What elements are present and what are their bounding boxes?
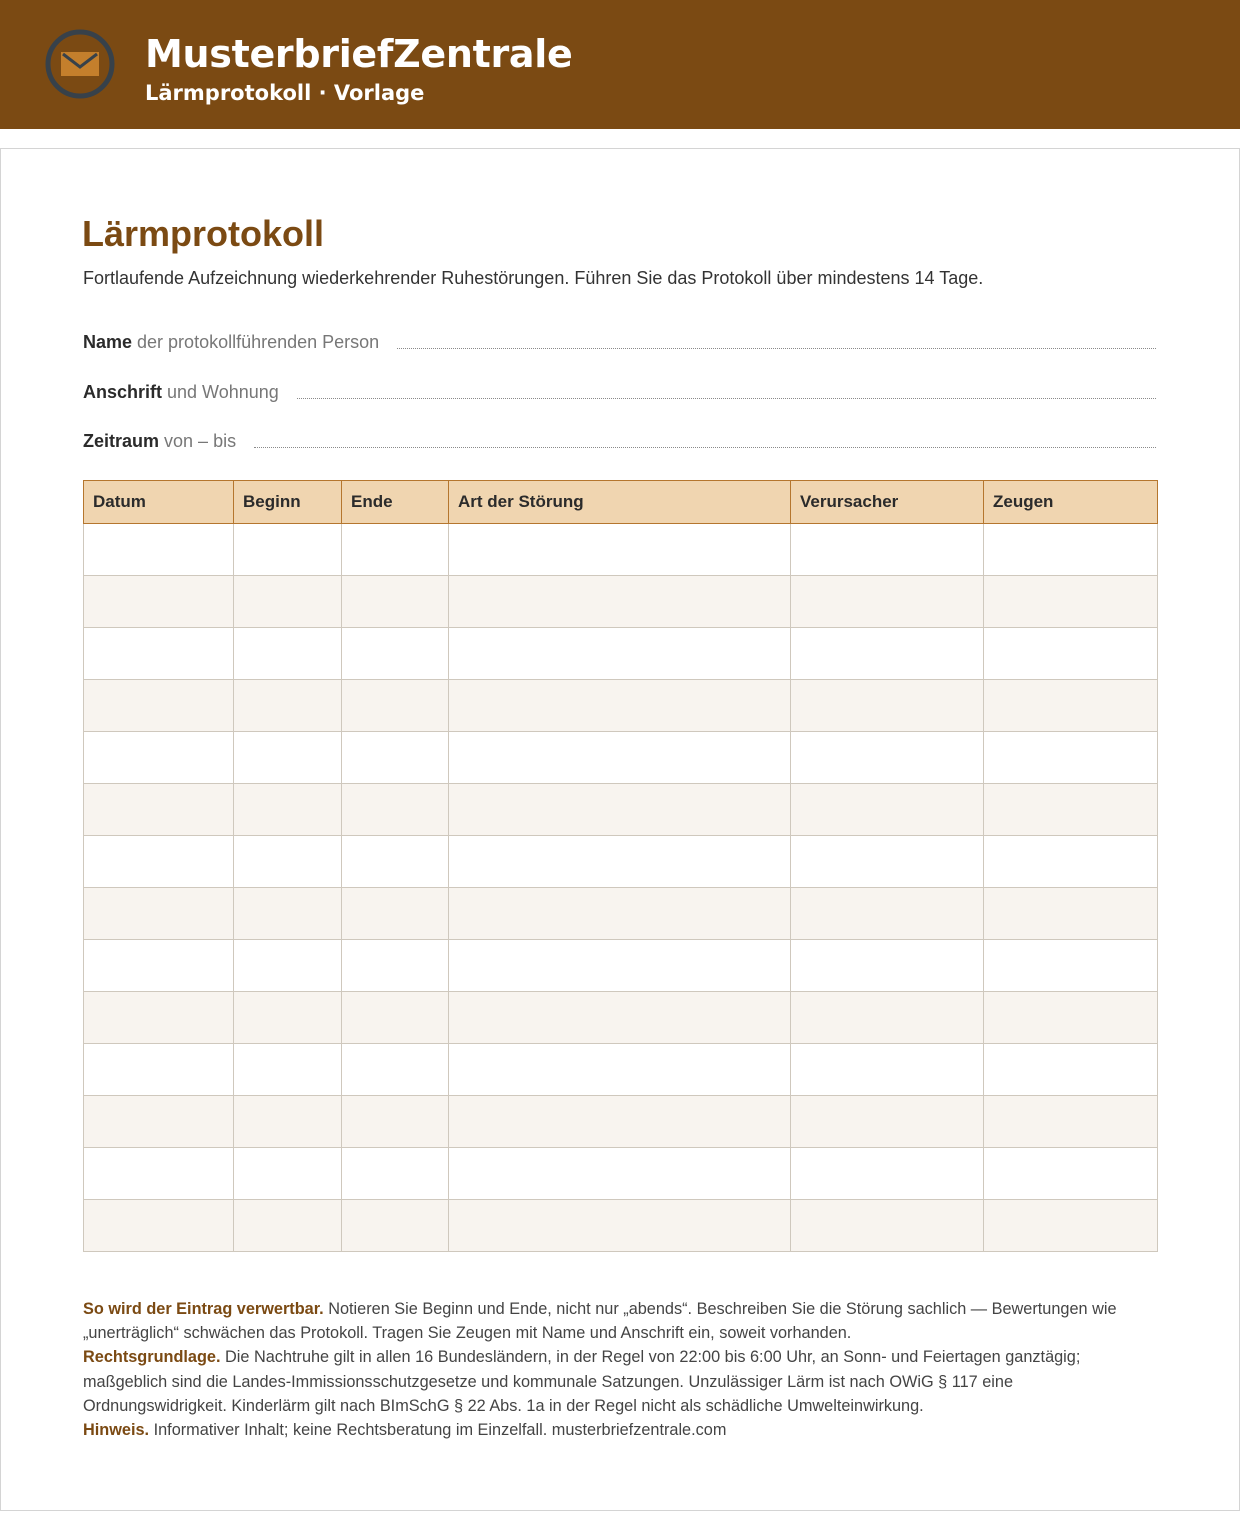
address-input-line[interactable]	[297, 398, 1156, 399]
table-cell[interactable]	[342, 628, 449, 680]
table-cell[interactable]	[234, 732, 342, 784]
table-cell[interactable]	[791, 1044, 984, 1096]
table-cell[interactable]	[342, 1200, 449, 1252]
table-cell[interactable]	[342, 940, 449, 992]
table-cell[interactable]	[984, 524, 1158, 576]
table-cell[interactable]	[449, 524, 791, 576]
column-header-beginn: Beginn	[234, 481, 342, 524]
table-cell[interactable]	[342, 888, 449, 940]
table-cell[interactable]	[84, 1148, 234, 1200]
table-header-row	[84, 481, 1158, 524]
table-cell[interactable]	[984, 888, 1158, 940]
table-row	[84, 992, 1158, 1044]
table-cell[interactable]	[984, 680, 1158, 732]
name-input-line[interactable]	[397, 348, 1156, 349]
table-cell[interactable]	[984, 1096, 1158, 1148]
table-cell[interactable]	[84, 836, 234, 888]
table-cell[interactable]	[234, 1148, 342, 1200]
table-cell[interactable]	[342, 1096, 449, 1148]
table-cell[interactable]	[449, 1200, 791, 1252]
table-cell[interactable]	[84, 888, 234, 940]
table-cell[interactable]	[791, 628, 984, 680]
table-cell[interactable]	[234, 1044, 342, 1096]
table-cell[interactable]	[84, 1044, 234, 1096]
noise-log-table	[83, 480, 1158, 1252]
table-cell[interactable]	[84, 576, 234, 628]
envelope-icon[interactable]	[45, 29, 115, 99]
table-cell[interactable]	[449, 992, 791, 1044]
page-title: Lärmprotokoll	[82, 213, 325, 254]
table-row	[84, 732, 1158, 784]
table-cell[interactable]	[449, 1096, 791, 1148]
table-cell[interactable]	[984, 836, 1158, 888]
table-cell[interactable]	[234, 1096, 342, 1148]
table-cell[interactable]	[984, 1200, 1158, 1252]
table-cell[interactable]	[984, 1148, 1158, 1200]
table-row	[84, 888, 1158, 940]
table-row	[84, 836, 1158, 888]
table-cell[interactable]	[342, 1044, 449, 1096]
table-cell[interactable]	[342, 576, 449, 628]
table-cell[interactable]	[342, 836, 449, 888]
table-cell[interactable]	[791, 576, 984, 628]
address-label: Anschrift	[83, 382, 163, 402]
note-disclaimer	[83, 1418, 1157, 1442]
table-cell[interactable]	[449, 1044, 791, 1096]
table-cell[interactable]	[449, 784, 791, 836]
table-cell[interactable]	[342, 784, 449, 836]
table-cell[interactable]	[449, 732, 791, 784]
table-cell[interactable]	[791, 836, 984, 888]
table-cell[interactable]	[449, 836, 791, 888]
table-row	[84, 784, 1158, 836]
table-cell[interactable]	[791, 888, 984, 940]
table-cell[interactable]	[234, 836, 342, 888]
column-header-ende: Ende	[342, 481, 449, 524]
table-cell[interactable]	[791, 992, 984, 1044]
table-cell[interactable]	[234, 784, 342, 836]
name-label: Name	[83, 332, 133, 352]
table-cell[interactable]	[791, 940, 984, 992]
table-cell[interactable]	[984, 1044, 1158, 1096]
address-field[interactable]	[83, 378, 1156, 404]
name-field[interactable]	[83, 328, 1156, 354]
table-cell[interactable]	[449, 888, 791, 940]
address-label-hint: und Wohnung	[167, 382, 279, 402]
brand-subtitle: Lärmprotokoll · Vorlage	[145, 81, 425, 105]
table-cell[interactable]	[84, 992, 234, 1044]
table-cell[interactable]	[234, 628, 342, 680]
table-cell[interactable]	[342, 1148, 449, 1200]
table-cell[interactable]	[84, 1096, 234, 1148]
note-disclaimer-text: Informativer Inhalt; keine Rechtsberatung im Einzelfall. musterbriefzentrale.com	[149, 1421, 727, 1440]
note-usable	[83, 1297, 1157, 1345]
table-cell[interactable]	[84, 732, 234, 784]
table-cell[interactable]	[449, 940, 791, 992]
table-cell[interactable]	[234, 576, 342, 628]
note-usable-label: So wird der Eintrag verwertbar.	[83, 1300, 324, 1318]
table-row	[84, 680, 1158, 732]
period-label: Zeitraum	[83, 431, 160, 451]
note-usable-text: Notieren Sie Beginn und Ende, nicht nur „abends“. Beschreiben Sie die Störung sachlich — Bewertungen wie „unerträglich“ schwächen das Protokoll. Tragen Sie Zeugen mit Name und Anschrift ein, soweit vorhanden.	[83, 1300, 1117, 1343]
table-cell[interactable]	[984, 784, 1158, 836]
period-label-hint: von – bis	[164, 431, 237, 451]
table-row	[84, 1148, 1158, 1200]
table-cell[interactable]	[984, 628, 1158, 680]
table-row	[84, 576, 1158, 628]
table-row	[84, 940, 1158, 992]
note-disclaimer-label: Hinweis.	[83, 1421, 150, 1440]
table-cell[interactable]	[984, 940, 1158, 992]
table-cell[interactable]	[84, 1200, 234, 1252]
table-cell[interactable]	[234, 940, 342, 992]
note-legal	[83, 1345, 1157, 1418]
table-cell[interactable]	[449, 680, 791, 732]
table-cell[interactable]	[234, 1200, 342, 1252]
table-cell[interactable]	[449, 576, 791, 628]
table-cell[interactable]	[791, 1148, 984, 1200]
table-row	[84, 1096, 1158, 1148]
brand-title: MusterbriefZentrale	[145, 32, 573, 76]
table-cell[interactable]	[234, 524, 342, 576]
table-cell[interactable]	[84, 784, 234, 836]
table-cell[interactable]	[342, 524, 449, 576]
note-legal-label: Rechtsgrundlage.	[83, 1348, 221, 1367]
table-cell[interactable]	[84, 628, 234, 680]
column-header-verursacher: Verursacher	[791, 481, 984, 524]
table-cell[interactable]	[984, 732, 1158, 784]
table-cell[interactable]	[791, 1096, 984, 1148]
column-header-zeugen: Zeugen	[984, 481, 1158, 524]
table-cell[interactable]	[791, 680, 984, 732]
table-row	[84, 524, 1158, 576]
column-header-art: Art der Störung	[449, 481, 791, 524]
note-legal-text: Die Nachtruhe gilt in allen 16 Bundesländern, in der Regel von 22:00 bis 6:00 Uhr, an Sonn- und Feiertagen ganztägig; maßgeblich sind die Landes-Immissionsschutzgesetze und kommunale Satzungen. Unzulässiger Lärm ist nach OWiG § 117 eine Ordnungswidrigkeit. Kinderlärm gilt nach BImSchG § 22 Abs. 1a in der Regel nicht als schädliche Umwelteinwirkung.	[83, 1348, 1081, 1415]
table-cell[interactable]	[449, 628, 791, 680]
table-cell[interactable]	[342, 680, 449, 732]
notes-section	[83, 1297, 1157, 1442]
table-cell[interactable]	[791, 524, 984, 576]
table-cell[interactable]	[84, 680, 234, 732]
table-row	[84, 628, 1158, 680]
table-cell[interactable]	[342, 732, 449, 784]
table-cell[interactable]	[791, 784, 984, 836]
name-label-hint: der protokollführenden Person	[137, 332, 380, 352]
table-row	[84, 1044, 1158, 1096]
table-row	[84, 1200, 1158, 1252]
table-cell[interactable]	[342, 992, 449, 1044]
table-cell[interactable]	[84, 524, 234, 576]
table-cell[interactable]	[234, 888, 342, 940]
table-cell[interactable]	[791, 732, 984, 784]
period-field[interactable]	[83, 427, 1156, 453]
table-cell[interactable]	[984, 992, 1158, 1044]
table-cell[interactable]	[791, 1200, 984, 1252]
table-cell[interactable]	[984, 576, 1158, 628]
table-cell[interactable]	[449, 1148, 791, 1200]
site-header	[0, 0, 1240, 129]
table-cell[interactable]	[234, 680, 342, 732]
intro-text: Fortlaufende Aufzeichnung wiederkehrender Ruhestörungen. Führen Sie das Protokoll über mindestens 14 Tage.	[83, 268, 984, 288]
table-body	[84, 524, 1158, 1252]
table-cell[interactable]	[234, 992, 342, 1044]
period-input-line[interactable]	[254, 447, 1156, 448]
table-cell[interactable]	[84, 940, 234, 992]
column-header-datum: Datum	[84, 481, 234, 524]
